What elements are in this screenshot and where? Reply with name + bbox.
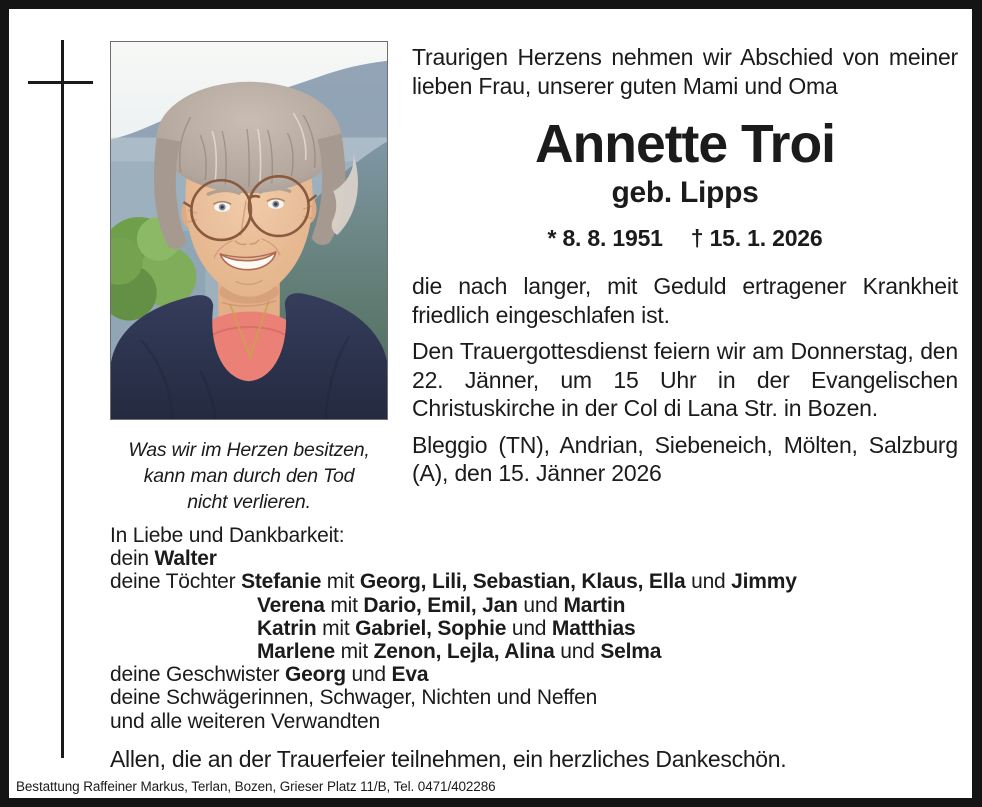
family-line: Marlene mit Zenon, Lejla, Alina und Selma [257, 640, 662, 664]
deceased-name: Annette Troi [534, 115, 836, 174]
funeral-home-footer: Bestattung Raffeiner Markus, Terlan, Bozen, Grieser Platz 11/B, Tel. 0471/402286 [16, 779, 496, 794]
family-heading: In Liebe und Dankbarkeit: [110, 524, 345, 547]
family-line: und alle weiteren Verwandten [110, 709, 380, 733]
service-paragraph: Den Trauergottesdienst feiern wir am Donnerstag, den 22. Jänner, um 15 Uhr in der Evangelischen Christuskirche in der Col di Lana Str. in Bozen. [412, 338, 958, 421]
quote-line: Was wir im Herzen besitzen, [128, 439, 370, 461]
family-line: dein Walter [110, 547, 217, 571]
birth-date: * 8. 8. 1951 [547, 225, 663, 251]
thanks-line: Allen, die an der Trauerfeier teilnehmen, ein herzliches Dankeschön. [110, 746, 787, 772]
family-list [110, 547, 962, 733]
family-line: deine Geschwister Georg und Eva [110, 663, 429, 687]
family-line: Verena mit Dario, Emil, Jan und Martin [257, 593, 626, 617]
quote-line: nicht verlieren. [187, 491, 311, 513]
life-dates [412, 224, 958, 252]
cross-icon-bar [28, 81, 93, 84]
memorial-quote [91, 437, 407, 515]
death-paragraph: die nach langer, mit Geduld ertragener Krankheit friedlich eingeschlafen ist. [412, 273, 958, 328]
maiden-name: geb. Lipps [611, 176, 759, 209]
portrait-photo [110, 41, 388, 420]
family-block [110, 524, 962, 733]
cross-icon [61, 40, 64, 758]
family-line: deine Töchter Stefanie mit Georg, Lili, Sebastian, Klaus, Ella und Jimmy [110, 570, 797, 594]
portrait-photo-illustration [111, 42, 387, 419]
intro-text: Traurigen Herzens nehmen wir Abschied von meiner lieben Frau, unserer guten Mami und Oma [412, 44, 958, 99]
announcement-column [412, 43, 958, 488]
family-line: deine Schwägerinnen, Schwager, Nichten und Neffen [110, 686, 598, 710]
quote-line: kann man durch den Tod [143, 465, 355, 487]
places-line: Bleggio (TN), Andrian, Siebeneich, Mölten, Salzburg (A), den 15. Jänner 2026 [412, 431, 958, 486]
death-date: † 15. 1. 2026 [690, 225, 823, 251]
family-line: Katrin mit Gabriel, Sophie und Matthias [257, 616, 636, 640]
